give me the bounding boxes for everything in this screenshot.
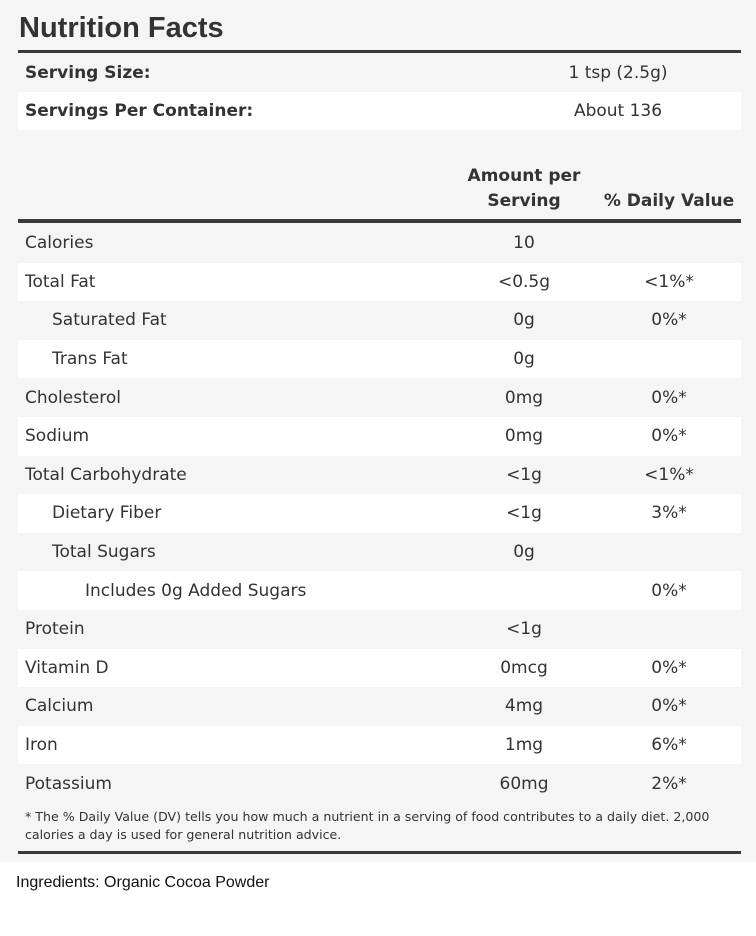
ingredients-text: Ingredients: Organic Cocoa Powder — [16, 874, 270, 891]
nutrient-amount: <1g — [506, 619, 542, 640]
nutrient-name: Sodium — [25, 426, 90, 447]
nutrient-row-calcium — [18, 687, 741, 726]
nutrient-amount: <1g — [506, 503, 542, 524]
nutrient-daily-value: 0%* — [651, 696, 687, 717]
serving-size-label: Serving Size: — [25, 63, 151, 83]
nutrient-amount: 0mg — [504, 426, 544, 447]
nutrient-row-added-sugars — [18, 571, 741, 610]
nutrient-daily-value: 0%* — [651, 426, 687, 447]
nutrient-row-iron — [18, 726, 741, 765]
nutrient-daily-value: 6%* — [651, 735, 687, 756]
title-divider — [18, 50, 741, 53]
nutrient-row-potassium — [18, 764, 741, 803]
nutrient-amount: 0g — [513, 349, 535, 370]
nutrient-amount: 10 — [513, 233, 535, 254]
serving-size-value: 1 tsp (2.5g) — [568, 63, 668, 83]
header-divider — [18, 219, 741, 223]
nutrient-daily-value: 3%* — [651, 503, 687, 524]
nutrient-name: Calories — [25, 233, 94, 254]
nutrient-amount: 60mg — [499, 773, 549, 794]
nutrient-daily-value: 2%* — [651, 773, 687, 794]
nutrient-name: Dietary Fiber — [52, 503, 162, 524]
nutrient-name: Potassium — [25, 773, 112, 794]
nutrient-amount: 0mcg — [500, 657, 548, 678]
daily-value-header: % Daily Value — [603, 191, 735, 211]
nutrient-amount: 0g — [513, 542, 535, 563]
nutrient-row-total-fat — [18, 263, 741, 302]
nutrition-facts-title: Nutrition Facts — [19, 12, 224, 44]
nutrient-row-sodium — [18, 417, 741, 456]
nutrient-row-total-carbohydrate — [18, 456, 741, 495]
nutrient-name: Vitamin D — [25, 657, 109, 678]
nutrient-row-total-sugars — [18, 533, 741, 572]
nutrient-daily-value: 0%* — [651, 580, 687, 601]
nutrient-daily-value: 0%* — [651, 387, 687, 408]
footer-divider — [18, 851, 741, 854]
servings-per-container-row — [18, 92, 741, 130]
nutrient-name: Trans Fat — [52, 349, 128, 370]
nutrient-name: Iron — [25, 735, 58, 756]
nutrient-name: Cholesterol — [25, 387, 121, 408]
nutrient-name: Saturated Fat — [52, 310, 167, 331]
daily-value-footnote: * The % Daily Value (DV) tells you how much a nutrient in a serving of food contributes to a daily diet. 2,000 calories a day is used for general nutrition advice. — [25, 809, 710, 842]
nutrient-row-dietary-fiber — [18, 494, 741, 533]
nutrient-daily-value: <1%* — [644, 464, 694, 485]
nutrient-daily-value: 0%* — [651, 657, 687, 678]
nutrient-table — [18, 224, 741, 803]
nutrient-amount: 4mg — [504, 696, 544, 717]
nutrient-row-vitamin-d — [18, 649, 741, 688]
servings-per-container-label: Servings Per Container: — [25, 101, 254, 121]
nutrient-row-protein — [18, 610, 741, 649]
nutrient-name: Calcium — [25, 696, 94, 717]
nutrient-amount: 0mg — [504, 387, 544, 408]
amount-header-line1: Amount per — [467, 166, 581, 186]
nutrient-amount: <1g — [506, 464, 542, 485]
nutrient-amount: 1mg — [504, 735, 544, 756]
nutrient-name: Total Fat — [25, 271, 96, 292]
nutrient-amount: <0.5g — [497, 271, 551, 292]
nutrient-daily-value: 0%* — [651, 310, 687, 331]
nutrient-name: Includes 0g Added Sugars — [85, 580, 307, 601]
nutrient-name: Total Sugars — [52, 542, 156, 563]
serving-size-row — [18, 54, 741, 92]
nutrient-name: Total Carbohydrate — [25, 464, 187, 485]
amount-per-serving-header — [449, 164, 599, 214]
nutrient-row-saturated-fat — [18, 301, 741, 340]
nutrient-row-calories — [18, 224, 741, 263]
nutrient-daily-value: <1%* — [644, 271, 694, 292]
nutrient-row-cholesterol — [18, 378, 741, 417]
servings-per-container-value: About 136 — [573, 101, 663, 121]
nutrient-name: Protein — [25, 619, 85, 640]
nutrient-amount: 0g — [513, 310, 535, 331]
nutrient-row-trans-fat — [18, 340, 741, 379]
amount-header-line2: Serving — [487, 191, 561, 211]
